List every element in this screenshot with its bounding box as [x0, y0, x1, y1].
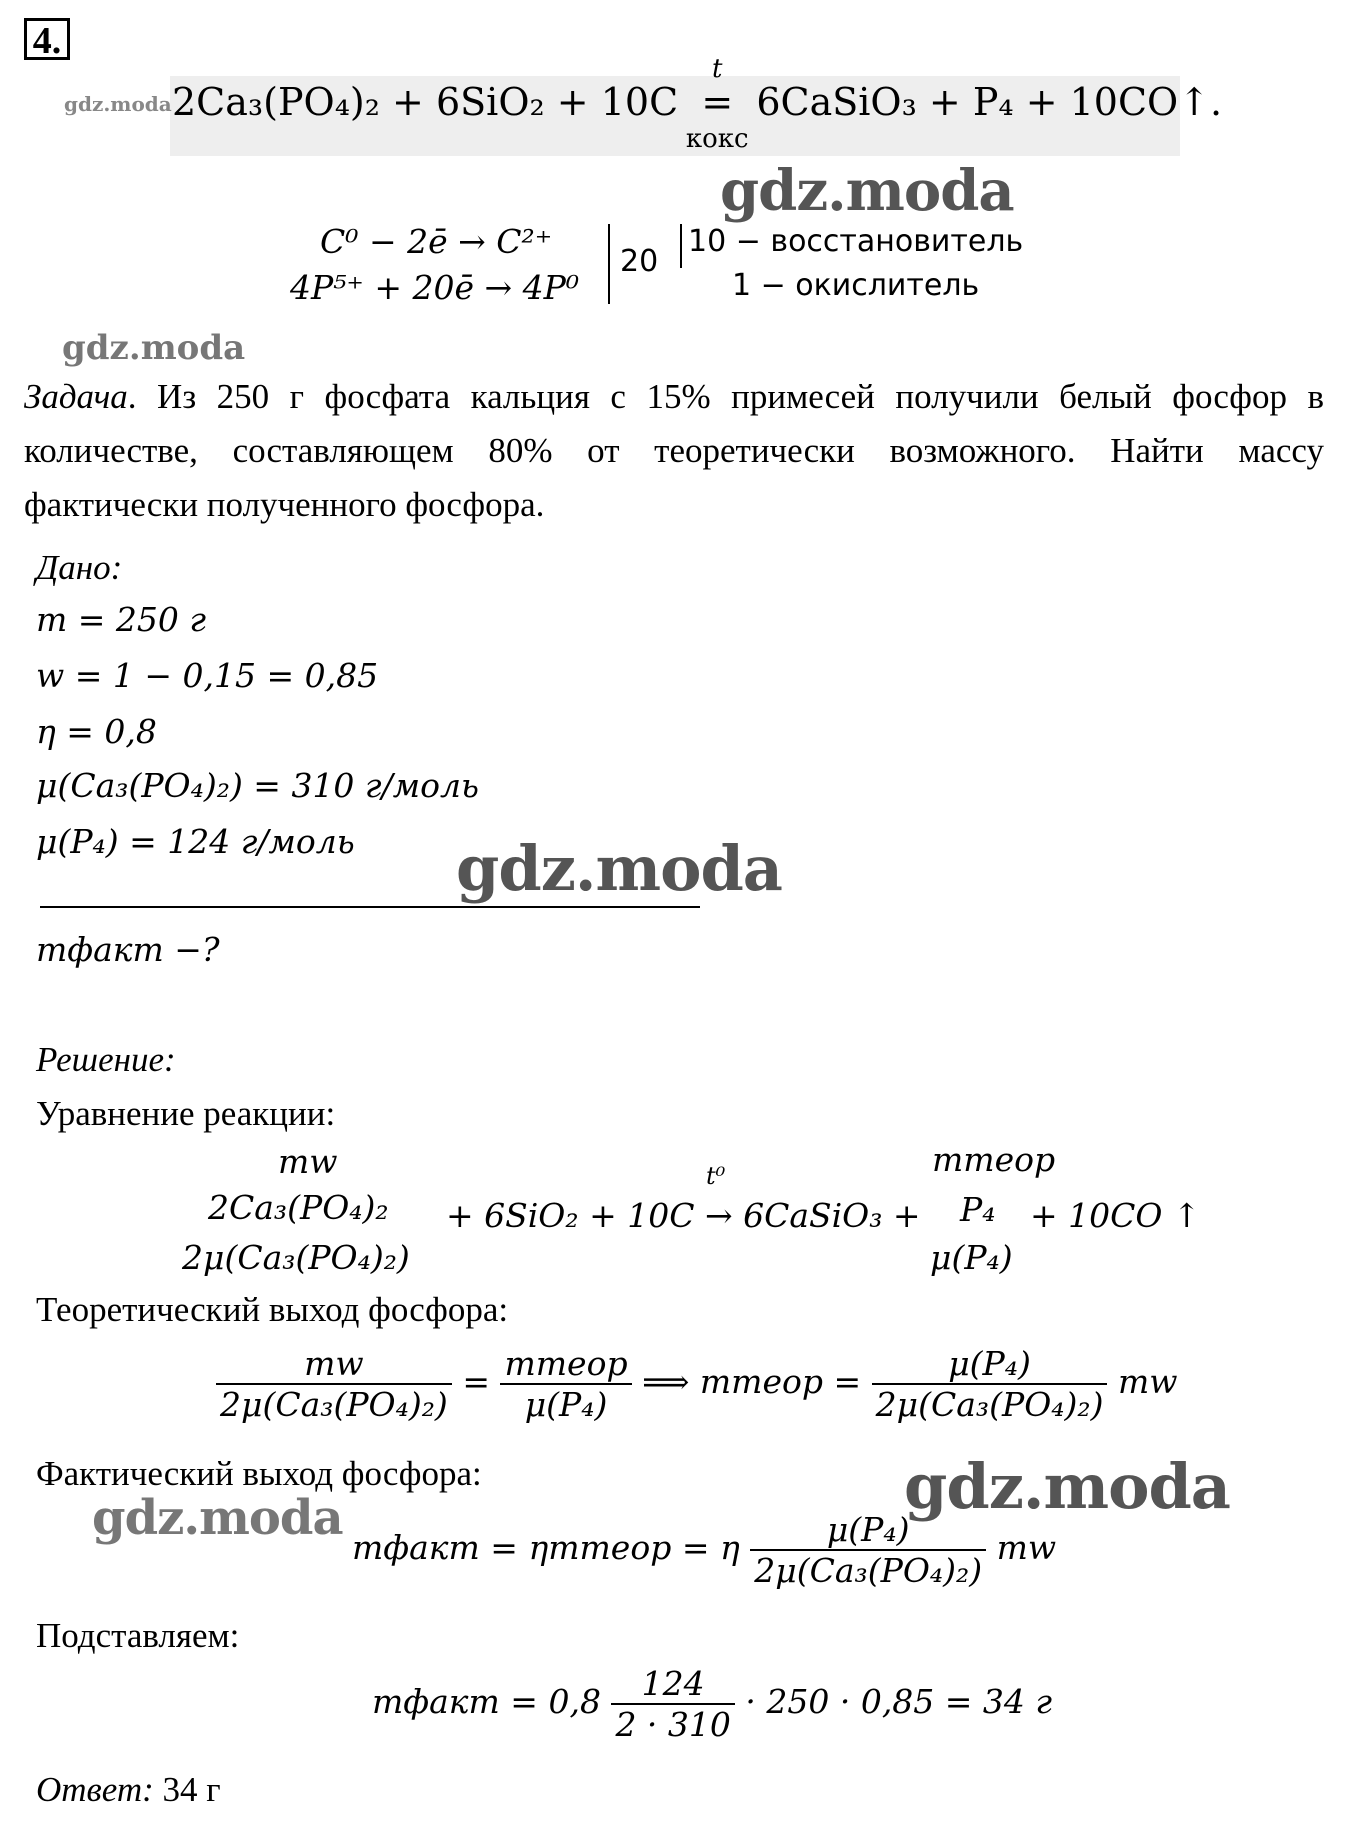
m-fact: mфакт — [352, 1528, 480, 1567]
calc-formula — [372, 1664, 1052, 1744]
frac-den: 2μ(Ca₃(PO₄)₂) — [875, 1385, 1104, 1424]
given-item: η = 0,8 — [36, 712, 157, 751]
watermark: gdz.moda — [904, 1450, 1230, 1523]
task-number: 4. — [24, 18, 70, 60]
balance-line-2: 4P⁵⁺ + 20ē → 4P⁰ — [290, 268, 580, 307]
equation-arrow: = — [701, 80, 734, 124]
problem-body: . Из 250 г фосфата кальция с 15% примесей получили белый фосфор в количестве, составляющем 80% от теоретически возможного. Найти массу фактически полученного фосфора. — [24, 377, 1324, 524]
subst-label: Подставляем: — [36, 1616, 240, 1655]
calc-coef: 0,8 — [548, 1682, 601, 1721]
reaction-mid-2: P₄ — [960, 1190, 996, 1229]
reaction-end: + 10CO ↑ — [1030, 1196, 1201, 1235]
eq-sign: = — [462, 1362, 490, 1401]
given-divider — [40, 906, 700, 908]
frac-den: 2 · 310 — [615, 1705, 731, 1744]
balance-divider — [608, 224, 610, 304]
reaction-equation — [172, 54, 1223, 154]
given-item: μ(Ca₃(PO₄)₂) = 310 г/моль — [36, 766, 479, 805]
eq-sign: = — [833, 1362, 862, 1401]
watermark: gdz.moda — [62, 328, 246, 368]
answer-value: 34 г — [162, 1770, 221, 1809]
mw: mw — [996, 1528, 1057, 1567]
equation-left: 2Ca₃(PO₄)₂ + 6SiO₂ + 10C — [172, 80, 679, 124]
calc-tail: · 250 · 0,85 = 34 г — [745, 1682, 1053, 1721]
equation-right: 6CaSiO₃ + P₄ + 10CO↑. — [756, 80, 1223, 124]
find-item: mфакт −? — [36, 930, 220, 969]
given-label: Дано: — [36, 548, 123, 587]
equation-under-arrow: кокс — [685, 124, 749, 154]
reaction-top-1: mw — [278, 1142, 338, 1181]
answer — [36, 1770, 221, 1810]
frac-num: mw — [304, 1344, 364, 1383]
m-fact: mфакт — [372, 1682, 500, 1721]
solution-label: Решение: — [36, 1040, 176, 1079]
reaction-mid-1: 2Ca₃(PO₄)₂ — [208, 1188, 389, 1227]
eq-sign: = — [681, 1528, 710, 1567]
frac-den: 2μ(Ca₃(PO₄)₂) — [754, 1551, 983, 1590]
reaction-bot-2: μ(P₄) — [930, 1238, 1013, 1277]
fact-formula — [352, 1510, 1056, 1590]
problem-label: Задача — [24, 377, 128, 416]
frac-num: μ(P₄) — [948, 1344, 1031, 1383]
reaction-arrow-label: t⁰ — [706, 1162, 726, 1190]
balance-divider — [680, 224, 682, 268]
watermark: gdz.moda — [720, 158, 1014, 224]
frac-num: mтеор — [504, 1344, 628, 1383]
mw: mw — [1117, 1362, 1178, 1401]
balance-lcm: 20 — [620, 244, 659, 279]
balance-role-2: 1 − окислитель — [732, 268, 980, 303]
frac-num: 124 — [641, 1664, 705, 1703]
problem-text — [24, 370, 1324, 532]
theory-formula — [216, 1344, 1178, 1424]
reaction-bot-1: 2μ(Ca₃(PO₄)₂) — [182, 1238, 410, 1277]
watermark: gdz.moda — [64, 92, 172, 116]
frac-num: μ(P₄) — [826, 1510, 910, 1549]
reaction-top-2: mтеор — [932, 1140, 1056, 1179]
reaction-middle: + 6SiO₂ + 10C → 6CaSiO₃ + — [446, 1196, 921, 1235]
eta: η — [720, 1528, 740, 1567]
given-item: w = 1 − 0,15 = 0,85 — [36, 656, 379, 695]
eq-sign: = — [510, 1682, 538, 1721]
reaction-label: Уравнение реакции: — [36, 1094, 336, 1133]
watermark: gdz.moda — [456, 832, 782, 905]
given-item: μ(P₄) = 124 г/моль — [36, 822, 355, 861]
frac-den: 2μ(Ca₃(PO₄)₂) — [220, 1385, 448, 1424]
balance-role-1: 10 − восстановитель — [688, 224, 1024, 259]
eq-sign: = — [490, 1528, 518, 1567]
frac-den: μ(P₄) — [524, 1385, 608, 1424]
implies-sign: ⟹ — [642, 1362, 690, 1401]
eta-m-teor: ηmтеор — [528, 1528, 672, 1567]
watermark: gdz.moda — [92, 1490, 343, 1546]
equation-over-arrow: t — [712, 54, 723, 84]
fact-label: Фактический выход фосфора: — [36, 1454, 482, 1493]
answer-label: Ответ: — [36, 1770, 154, 1809]
balance-line-1: C⁰ − 2ē → C²⁺ — [320, 222, 553, 261]
m-teor: mтеор — [699, 1362, 823, 1401]
theory-label: Теоретический выход фосфора: — [36, 1290, 509, 1329]
given-item: m = 250 г — [36, 600, 207, 639]
